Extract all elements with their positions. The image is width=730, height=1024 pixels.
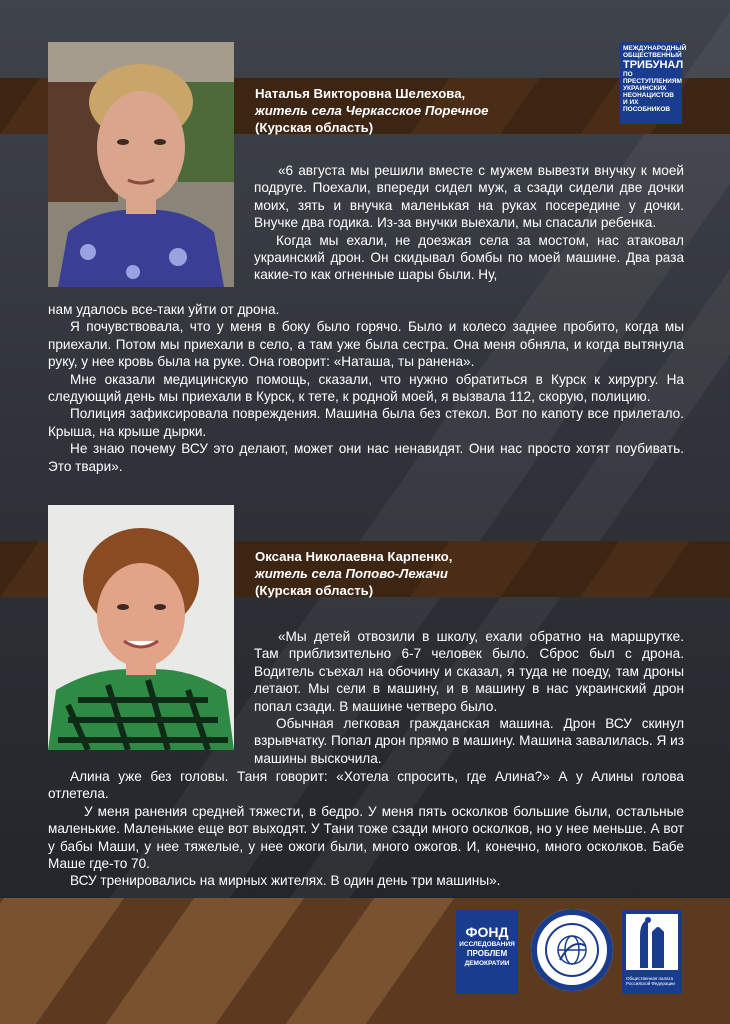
- witness2-paragraph: ВСУ тренировались на мирных жителях. В один день три машины».: [70, 873, 501, 889]
- witness1-paragraph: Я почувствовала, что у меня в боку было горячо. Было и колесо заднее пробито, когда мы приехали. Потом мы приехали в село, а там уже была сестра. Она меня обняла, и когда вытянула руку, у нее кровь была на руке. Она говорит: «Наташа, ты ранена».: [48, 319, 684, 370]
- tribunal-logo-line4: ПО ПРЕСТУПЛЕНИЯМ УКРАИНСКИХ НЕОНАЦИСТОВ И ИХ ПОСОБНИКОВ: [623, 71, 682, 113]
- fond-logo-line1: ФОНД: [465, 924, 509, 940]
- witness2-region: (Курская область): [255, 583, 374, 598]
- witness1-photo: [48, 42, 234, 287]
- tribunal-logo: [620, 42, 687, 124]
- witness1-paragraph: Не знаю почему ВСУ это делают, может они нас ненавидят. Они нас просто хотят поубивать. Это твари».: [48, 441, 684, 474]
- fond-logo-line4: ДЕМОКРАТИИ: [464, 960, 510, 967]
- witness2-paragraph: «Мы детей отвозили в школу, ехали обратно на маршрутке. Там приблизительно 6-7 человек было. Сброс был с дрона. Водитель съехал на обочину и сказал, я туда не поеду, там дроны летают. Мы сели в машину, и в машину в нас украинский дрон попал сзади. В машине четверо было.: [254, 629, 684, 714]
- tribunal-logo-line1: МЕЖДУНАРОДНЫЙ: [623, 45, 687, 52]
- witness2-photo: [48, 505, 234, 750]
- tribunal-logo-line3: ТРИБУНАЛ: [623, 59, 684, 71]
- witness1-testimony-narrow: [254, 162, 684, 284]
- public-chamber-caption: Общественная палата Российской Федерации: [626, 976, 675, 986]
- witness2-name: Оксана Николаевна Карпенко,: [255, 549, 453, 564]
- witness2-paragraph: У меня ранения средней тяжести, в бедро. У меня пять осколков большие были, остальные маленькие. Маленькие еще вот выходят. У Тани тоже сзади много осколков, но у нее меньше. А вот у бабы Маши, у нее тяжелые, у нее ожоги были, много ожогов. И, конечно, много осколков. Бабе Маше где-то 70.: [48, 803, 684, 872]
- witness2-paragraph: Обычная легковая гражданская машина. Дрон ВСУ скинул взрывчатку. Попал дрон прямо в машину. Машина завалилась. Я из машины выскочила.: [254, 716, 684, 766]
- fond-logo-line2: ИССЛЕДОВАНИЯ: [459, 941, 515, 948]
- fond-logo: [456, 910, 518, 994]
- witness1-testimony-full: [48, 301, 684, 475]
- witness2-testimony-narrow: [254, 628, 684, 767]
- tribunal-logo-line2: ОБЩЕСТВЕННЫЙ: [623, 52, 682, 59]
- witness1-paragraph: нам удалось все-таки уйти от дрона.: [48, 302, 280, 317]
- witness2-paragraph: Алина уже без головы. Таня говорит: «Хотела спросить, где Алина?» А у Алины голова отлетела.: [48, 769, 684, 802]
- witness1-name: Наталья Викторовна Шелехова,: [255, 86, 466, 101]
- witness1-name-block: [255, 85, 555, 136]
- globe-emblem-icon: [530, 908, 614, 992]
- witness1-paragraph: Мне оказали медицинскую помощь, сказали, что нужно обратиться в Курск к хирургу. На следующий день мы приехали в Курск, к тете, к родной моей, я вызвала 112, скорую, полицию.: [48, 371, 684, 405]
- witness1-residence: житель села Черкасское Поречное: [255, 103, 489, 118]
- fond-logo-line3: ПРОБЛЕМ: [466, 949, 508, 958]
- witness1-paragraph: Когда мы ехали, не доезжая села за мостом, нас атаковал украинский дрон. Он скидывал бомбы по моей машине. Два раза какие-то как огненные шары были. Ну,: [254, 232, 684, 283]
- footer-band: [0, 898, 730, 1024]
- witness1-paragraph: Полиция зафиксировала повреждения. Машина была без стекол. Вот по капоту все прилетало. Крыша, на крыше дырки.: [48, 406, 684, 439]
- witness2-testimony-full: [48, 768, 684, 890]
- witness1-paragraph: «6 августа мы решили вместе с мужем вывезти внучку к моей подруге. Поехали, впереди сидел муж, а сзади сидели две дочки моих, зять и внучка маленькая на руках посередине у дочки. Внучке два годика. Из-за внучки выехали, мы спасали ребенка.: [254, 163, 684, 231]
- witness1-region: (Курская область): [255, 120, 374, 135]
- witness2-name-block: [255, 548, 555, 599]
- witness2-residence: житель села Попово-Лежачи: [255, 566, 448, 581]
- public-chamber-logo: [622, 910, 682, 994]
